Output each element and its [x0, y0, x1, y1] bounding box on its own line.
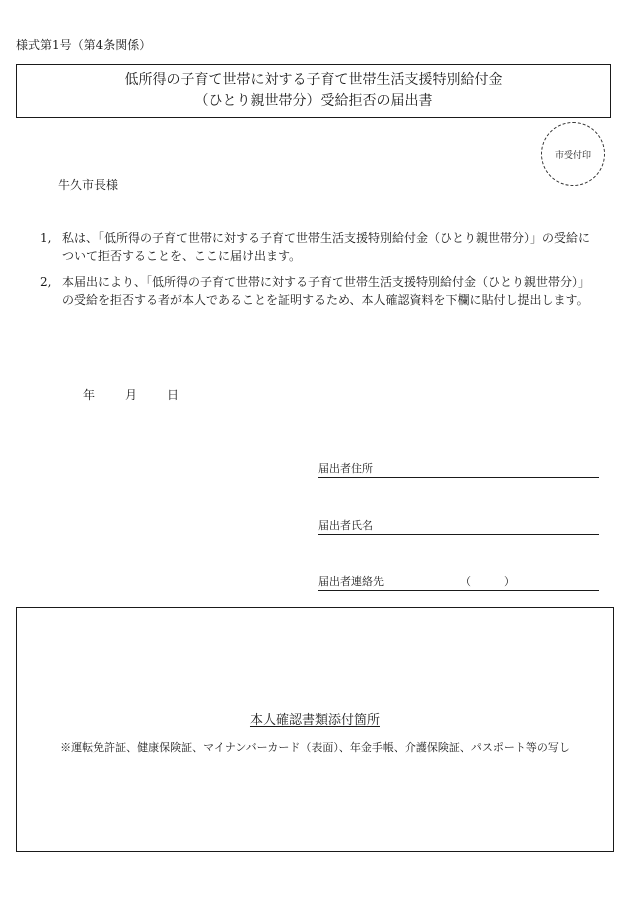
- date-line: [83, 386, 179, 403]
- date-year-label: 年: [83, 388, 96, 402]
- clause-number: 2,: [40, 275, 52, 289]
- clause-number: 1,: [40, 231, 52, 245]
- applicant-name-field[interactable]: [318, 517, 599, 535]
- id-attachment-heading: 本人確認書類添付箇所: [249, 713, 380, 728]
- clause-text: 私は、「低所得の子育て世帯に対する子育て世帯生活支援特別給付金（ひとり親世帯分）」の受給について拒否することを、ここに届け出ます。: [62, 231, 591, 263]
- clause-text: 本届出により、「低所得の子育て世帯に対する子育て世帯生活支援特別給付金（ひとり親世帯分）」の受給を拒否する者が本人であることを証明するため、本人確認資料を下欄に貼付し提出します。: [62, 275, 591, 307]
- form-title-line-2: （ひとり親世帯分）受給拒否の届出書: [194, 93, 433, 109]
- date-day-label: 日: [167, 388, 180, 402]
- form-number: 様式第1号（第4条関係）: [16, 38, 152, 52]
- addressee: 牛久市長様: [58, 178, 119, 192]
- date-month-label: 月: [125, 388, 138, 402]
- applicant-name-label: 届出者氏名: [318, 519, 373, 532]
- clause-2: [40, 273, 600, 309]
- applicant-address-label: 届出者住所: [318, 462, 373, 475]
- id-attachment-note: ※運転免許証、健康保険証、マイナンバーカード（表面）、年金手帳、介護保険証、パスポート等の写し: [60, 741, 570, 754]
- area-code-parentheses: （ ）: [460, 575, 515, 588]
- applicant-address-field[interactable]: [318, 460, 599, 478]
- form-title-box: [16, 64, 611, 118]
- form-title-line-1: 低所得の子育て世帯に対する子育て世帯生活支援特別給付金: [124, 72, 503, 88]
- reception-stamp-label: 市受付印: [554, 150, 591, 161]
- id-document-attachment-area: [16, 607, 614, 852]
- applicant-contact-label: 届出者連絡先: [318, 575, 384, 588]
- applicant-contact-field[interactable]: [318, 573, 599, 591]
- reception-stamp-area: [541, 122, 605, 186]
- clause-1: [40, 229, 600, 265]
